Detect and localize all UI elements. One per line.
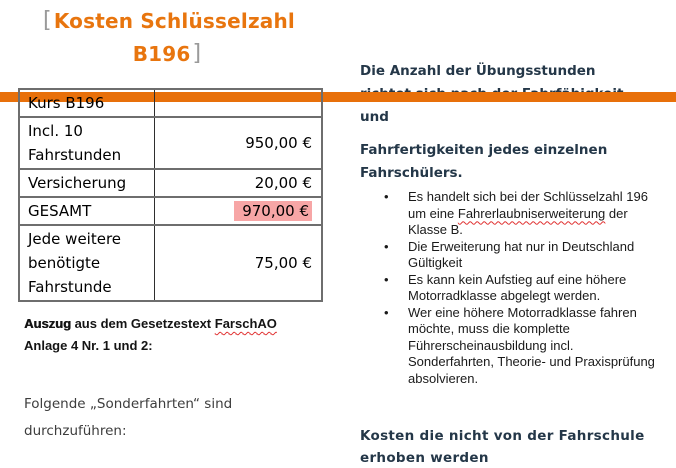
page-title-text2: B196 bbox=[132, 42, 191, 66]
page-title-line1 bbox=[18, 5, 318, 38]
highlighted-total: 970,00 € bbox=[234, 201, 312, 221]
intro-line: und bbox=[360, 109, 389, 125]
intro-line: Die Anzahl der Übungsstunden bbox=[360, 63, 596, 79]
list-item bbox=[360, 189, 662, 239]
bullet-text: Es handelt sich bei der Schlüsselzahl 196 um eine bbox=[408, 189, 648, 221]
list-item bbox=[360, 272, 662, 305]
bullet-text: Wer eine höhere Motorradklasse fahren möchte, muss die komplette Führerscheinausbildung incl. Sonderfahrten, Theorie- und Praxisprüfung absolvieren. bbox=[408, 304, 655, 386]
table-row-weitere-fahrstunde bbox=[19, 225, 322, 301]
list-item bbox=[360, 239, 662, 272]
cost-value: 950,00 € bbox=[155, 117, 323, 169]
table-row-gesamt bbox=[19, 197, 322, 225]
kosten-fahrschule-heading: Kosten die nicht von der Fahrschule erhoben werden bbox=[360, 428, 645, 466]
cost-value: 75,00 € bbox=[155, 225, 323, 301]
cost-label: GESAMT bbox=[19, 197, 155, 225]
cost-table bbox=[18, 88, 323, 302]
bullet-text: Es kann kein Aufstieg auf eine höhere Motorradklasse abgelegt werden. bbox=[408, 271, 627, 303]
bullet-text: Die Erweiterung hat nur in Deutschland Gültigkeit bbox=[408, 238, 635, 270]
bullet-flagged-word: Fahrerlaubniserweiterung bbox=[457, 205, 606, 221]
cost-label: Versicherung bbox=[19, 169, 155, 197]
gesetzestext-flagged-word: FarschAO bbox=[214, 316, 277, 331]
schluesselzahl-bullet-list bbox=[360, 189, 662, 387]
cost-label: Incl. 10 Fahrstunden bbox=[19, 117, 155, 169]
uebungsstunden-paragraph bbox=[360, 60, 623, 185]
cost-value bbox=[155, 89, 323, 117]
cost-value: 20,00 € bbox=[155, 169, 323, 197]
table-row-kurs bbox=[19, 89, 322, 117]
list-item bbox=[360, 305, 662, 388]
gesetzestext-text: aus dem Gesetzestext bbox=[70, 316, 215, 331]
text-boundary-open-bracket: [ bbox=[43, 8, 52, 33]
bullet-text: der Klasse B. bbox=[408, 205, 628, 237]
text-boundary-close-bracket: ] bbox=[192, 41, 202, 66]
page-title-line2 bbox=[18, 38, 318, 71]
intro-line: Fahrschülers. bbox=[360, 165, 463, 181]
sonderfahrten-paragraph: Folgende „Sonderfahrten“ sind durchzuführen: bbox=[24, 396, 233, 439]
table-row-versicherung bbox=[19, 169, 322, 197]
gesetzestext-lead-word: Auszug bbox=[24, 316, 71, 331]
gesetzestext-line2: Anlage 4 Nr. 1 und 2: bbox=[24, 338, 153, 353]
intro-line: Fahrfertigkeiten jedes einzelnen bbox=[360, 142, 608, 158]
table-row-fahrstunden bbox=[19, 117, 322, 169]
cost-label: Kurs B196 bbox=[19, 89, 155, 117]
paragraph-gap bbox=[360, 129, 623, 139]
cost-label: Jede weitere benötigte Fahrstunde bbox=[19, 225, 155, 301]
cost-value-total bbox=[155, 197, 323, 225]
page-title bbox=[18, 5, 318, 71]
page-title-text1: Kosten Schlüsselzahl bbox=[53, 9, 295, 33]
gesetzestext-heading bbox=[24, 313, 309, 357]
